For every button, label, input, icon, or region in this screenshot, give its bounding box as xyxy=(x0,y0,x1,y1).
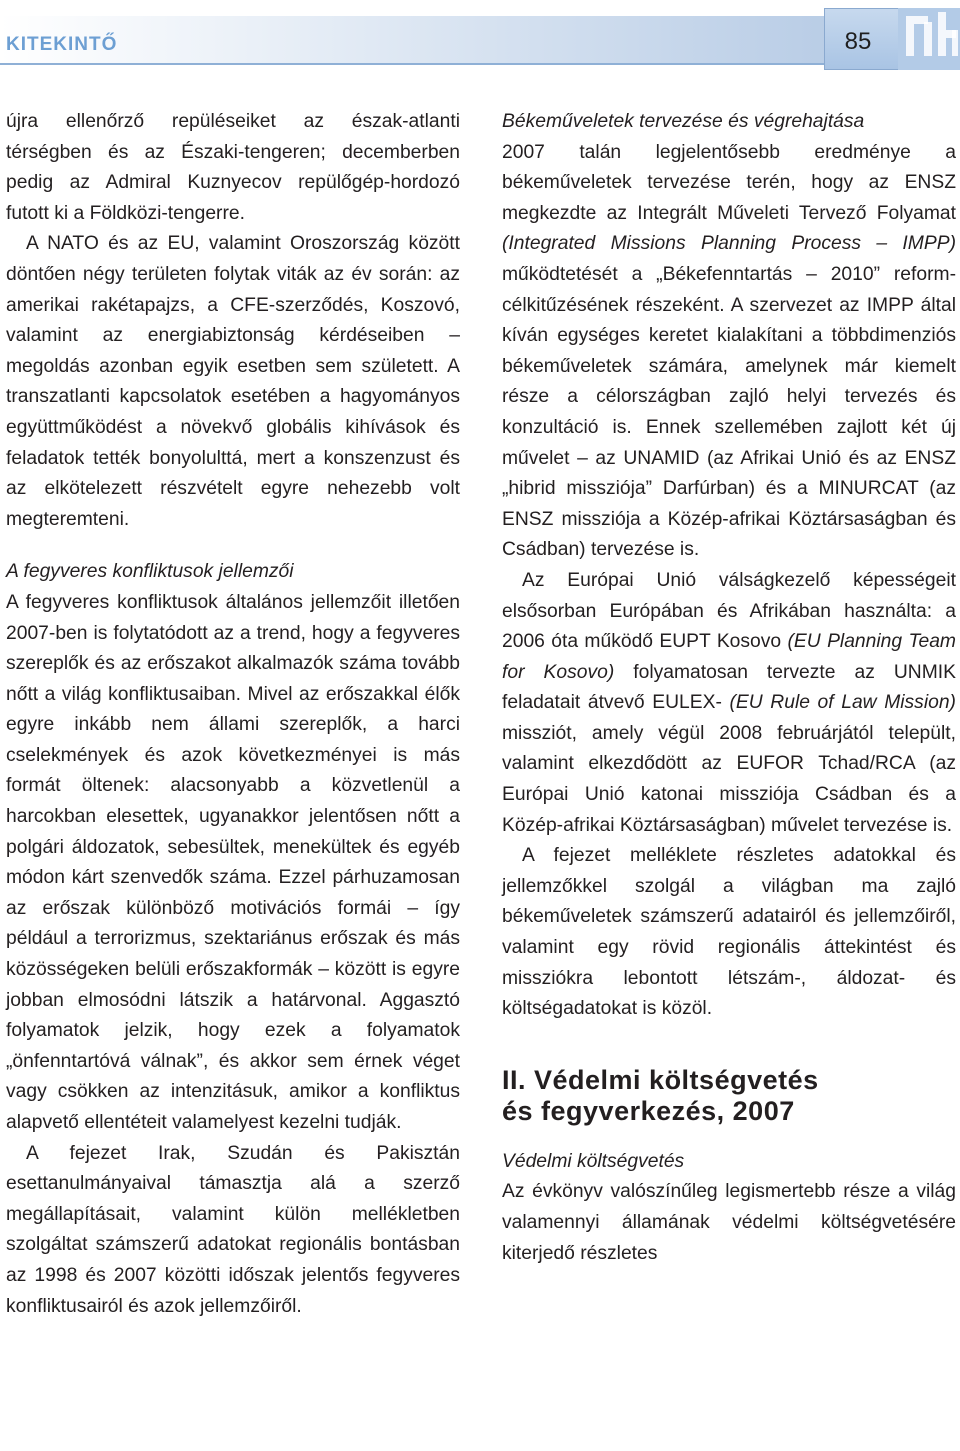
text-run: folyamatosan tervezte az UNMIK feladatait átvevő EULEX- xyxy=(502,661,956,714)
paragraph: Az évkönyv valószínűleg legismertebb része a világ valamennyi államának védelmi költségvetésére kiterjedő részletes xyxy=(502,1181,956,1264)
right-column xyxy=(502,107,956,1269)
header-band xyxy=(0,16,830,64)
chapter-title-line: és fegyverkezés, 2007 xyxy=(502,1095,795,1126)
text-run: 2007 talán legjelentősebb eredménye a békeműveletek tervezése terén, hogy az ENSZ megkezdte az Integrált Műveleti Tervező Folyamat xyxy=(502,141,956,224)
paragraph xyxy=(502,566,956,841)
paragraph: újra ellenőrző repüléseiket az észak-atlanti térségben és az Északi-tengeren; decemberben pedig az Admiral Kuznyecov repülőgép-hordozó futott ki a Földközi-tengerre. xyxy=(6,111,460,224)
chapter-title-line: II. Védelmi költségvetés xyxy=(502,1064,819,1095)
left-column xyxy=(6,107,460,1322)
text-run: missziót, amely végül 2008 februárjától települt, valamint elkezdődött az EUFOR Tchad/RCA (az Európai Unió katonai missziója Csádban és a Közép-afrikai Köztársaságban) művelet tervezése is. xyxy=(502,722,956,836)
subheading: A fegyveres konfliktusok jellemzői xyxy=(6,561,294,583)
paragraph xyxy=(502,138,956,566)
text-run-italic: (Integrated Missions Planning Process – IMPP) xyxy=(502,233,956,255)
chapter-title xyxy=(502,1025,956,1147)
text-run: Az Európai Unió válságkezelő képességeit elsősorban Európában és Afrikában használta: a 2006 óta működő EUPT Kosovo xyxy=(502,569,956,653)
text-run-italic: (EU Planning Team for Kosovo) xyxy=(502,631,956,683)
subheading: Békeműveletek tervezése és végrehajtása xyxy=(502,111,865,132)
paragraph: A NATO és az EU, valamint Oroszország között döntően négy területen folytak viták az év során: az amerikai rakétapajzs, a CFE-szerződés, Koszovó, valamint az energiabiztonság kérdéseiben – megoldás azonban egyik esetben sem született. A transzatlanti kapcsolatok esetében a hagyományos együttműködést a növekvő globális kihívások és feladatok tették bonyolulttá, mert a konszenzust és az elkötelezett részvételt egyre nehezebb volt megteremteni. xyxy=(6,233,460,530)
header-rule xyxy=(0,63,830,65)
subheading: Védelmi költségvetés xyxy=(502,1150,685,1172)
publisher-logo-icon xyxy=(898,8,960,70)
paragraph: A fejezet melléklete részletes adatokkal és jellemzőkkel szolgál a világban ma zajló békeműveletek számszerű adatairól és jellemzőiről, valamint egy rövid regionális áttekintést és missziókra lebontott létszám-, áldozat- és költségadatokat is közöl. xyxy=(502,845,956,1020)
text-run: működtetését a „Békefenntartás – 2010” reform-célkitűzésének részeként. A szervezet az IMPP által kíván egységes keretet kialakítani a többdimenziós békeműveletek számára, amelynek már kiemelt része a célországban zajló helyi tervezés és konzultáció is. Ennek szellemében zajlott két új művelet – az UNAMID (az Afrikai Unió és az ENSZ „hibrid missziója” Darfúrban) és a MINURCAT (az ENSZ missziója a Közép-afrikai Köztársaságban és Csádban) tervezése is. xyxy=(502,263,956,561)
paragraph: A fejezet Irak, Szudán és Pakisztán esettanulmányaival támasztja alá a szerző megállapításait, valamint külön mellékletben szolgáltat számszerű adatokat regionális bontásban az 1998 és 2007 közötti időszak jelentős fegyveres konfliktusairól és azok jellemzőiről. xyxy=(6,1142,460,1317)
paragraph: A fegyveres konfliktusok általános jellemzőit illetően 2007-ben is folytatódott az a trend, hogy a fegyveres szereplők és az erőszakot alkalmazók száma tovább nőtt a világ konfliktusaiban. Mivel az erőszakkal élők egyre inkább nem állami szereplők, a harci cselekmények és azok következményei is más formát öltenek: alacsonyabb a közvetlenül a harcokban elesettek, ugyanakkor jelentősen nőtt a polgári áldozatok, sebesültek, menekültek és egyéb módon kárt szenvedők száma. Ezzel párhuzamosan az erőszak különböző motivációs formái – így például a terrorizmus, szektariánus erőszak és más közösségeken belüli erőszakformák – között is egyre jobban elmosódni látszik a határvonal. Aggasztó folyamatok jelzik, hogy ezek a folyamatok „önfenntartóvá válnak”, és akkor sem érnek véget vagy csökken az intenzitásuk, amikor a konfliktus alapvető ellentéteit valamelyest kezelni tudják. xyxy=(6,591,460,1133)
section-label: KITEKINTŐ xyxy=(6,34,118,55)
page-number: 85 xyxy=(844,28,872,55)
text-run-italic: (EU Rule of Law Mission) xyxy=(729,692,956,714)
